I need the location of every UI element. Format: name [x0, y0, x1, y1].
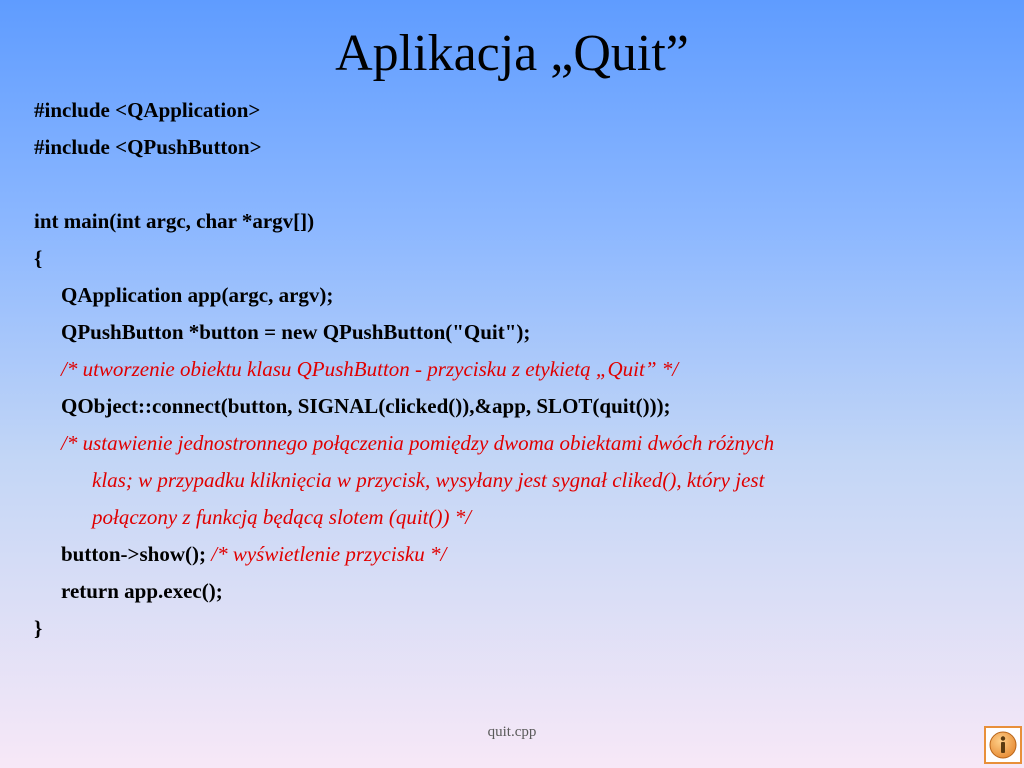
- code-line-show: [34, 536, 994, 573]
- code-line-main-signature: int main(int argc, char *argv[]): [34, 209, 315, 233]
- code-blank-line: [34, 166, 994, 203]
- code-line-connect: QObject::connect(button, SIGNAL(clicked()),&app, SLOT(quit()));: [61, 394, 671, 418]
- code-show-statement: button->show();: [61, 542, 206, 566]
- code-listing: [34, 92, 994, 647]
- code-line-qapplication: QApplication app(argc, argv);: [61, 283, 334, 307]
- code-line-qpushbutton: QPushButton *button = new QPushButton("Quit");: [61, 320, 531, 344]
- code-line-return: return app.exec();: [61, 579, 223, 603]
- code-line-open-brace: {: [34, 246, 43, 270]
- code-comment-button: /* utworzenie obiektu klasu QPushButton - przycisku z etykietą „Quit” */: [61, 357, 679, 381]
- info-icon: [988, 730, 1018, 760]
- code-comment-connect-1: /* ustawienie jednostronnego połączenia pomiędzy dwoma obiektami dwóch różnych: [61, 431, 775, 455]
- code-comment-connect-3: połączony z funkcją będącą slotem (quit()) */: [92, 505, 472, 529]
- info-button[interactable]: [984, 726, 1022, 764]
- code-comment-show: /* wyświetlenie przycisku */: [211, 542, 447, 566]
- slide-title: Aplikacja „Quit”: [335, 25, 689, 82]
- code-line-include-qapplication: #include <QApplication>: [34, 98, 261, 122]
- code-line-close-brace: }: [34, 616, 43, 640]
- code-comment-connect-2: klas; w przypadku kliknięcia w przycisk, wysyłany jest sygnał cliked(), który jest: [92, 468, 765, 492]
- slide-footer: quit.cpp: [487, 724, 537, 740]
- code-line-include-qpushbutton: #include <QPushButton>: [34, 135, 262, 159]
